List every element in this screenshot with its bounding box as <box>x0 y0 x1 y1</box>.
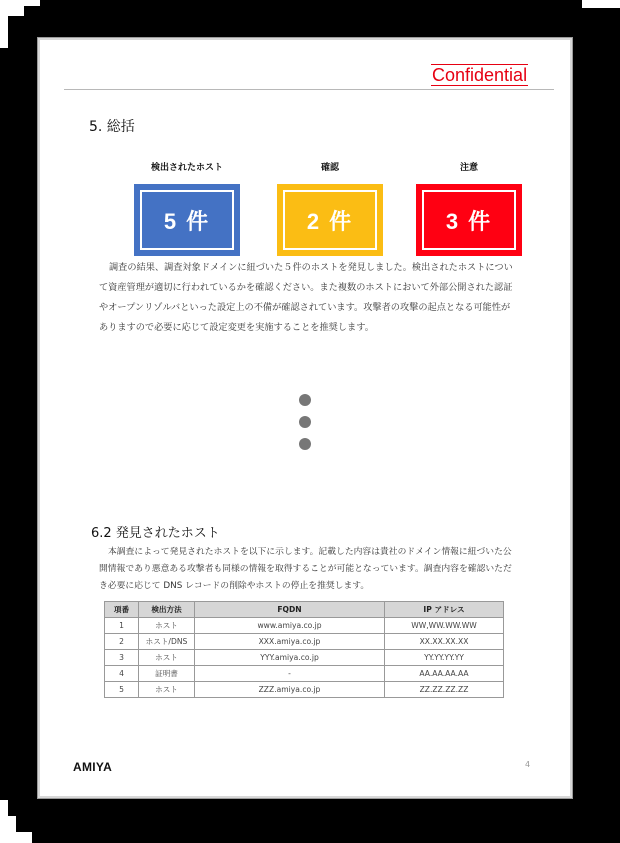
cell-method: ホスト/DNS <box>139 634 195 650</box>
table-row <box>105 666 504 682</box>
col-header-index: 項番 <box>105 602 139 618</box>
cell-fqdn: XXX.amiya.co.jp <box>195 634 385 650</box>
card-value: 3 件 <box>422 190 516 250</box>
document-page <box>37 37 573 799</box>
dot <box>299 416 311 428</box>
cell-method: ホスト <box>139 682 195 698</box>
cell-index: 2 <box>105 634 139 650</box>
col-header-ip: IP アドレス <box>385 602 504 618</box>
cell-ip: AA.AA.AA.AA <box>385 666 504 682</box>
frame-corner <box>0 0 8 48</box>
cell-fqdn: - <box>195 666 385 682</box>
cell-index: 1 <box>105 618 139 634</box>
cell-fqdn: ZZZ.amiya.co.jp <box>195 682 385 698</box>
table-row <box>105 682 504 698</box>
dot <box>299 394 311 406</box>
card-label: 注意 <box>459 163 478 173</box>
summary-card-caution <box>416 161 522 256</box>
section-title-hosts: 6.2 発見されたホスト <box>91 526 220 541</box>
cell-ip: WW,WW.WW.WW <box>385 618 504 634</box>
company-logo: AMIYA <box>73 760 113 774</box>
col-header-fqdn: FQDN <box>195 602 385 618</box>
summary-card-detected <box>134 161 240 256</box>
section-title-summary: 5. 総括 <box>89 119 135 135</box>
col-header-method: 検出方法 <box>139 602 195 618</box>
table-row <box>105 650 504 666</box>
cell-ip: ZZ.ZZ.ZZ.ZZ <box>385 682 504 698</box>
header-divider <box>64 89 554 90</box>
table-header-row <box>105 602 504 618</box>
dot <box>299 438 311 450</box>
confidential-label: Confidential <box>432 65 528 85</box>
cell-method: 証明書 <box>139 666 195 682</box>
summary-card-confirm <box>277 161 383 256</box>
summary-paragraph: 調査の結果、調査対象ドメインに紐づいた５件のホストを発見しました。検出されたホストについて資産管理が適切に行われているかを確認ください。また複数のホストにおいて外部公開された認証やオープンリゾルバといった設定上の不備が確認されています。攻撃者の攻撃の起点となる可能性がありますので必要に応じて設定変更を実施することを推奨します。 <box>99 262 513 333</box>
card-box <box>416 184 522 256</box>
card-value: 5 件 <box>140 190 234 250</box>
table-row <box>105 634 504 650</box>
cell-index: 4 <box>105 666 139 682</box>
cell-index: 3 <box>105 650 139 666</box>
card-box <box>134 184 240 256</box>
hosts-paragraph: 本調査によって発見されたホストを以下に示します。記載した内容は貴社のドメイン情報に紐づいた公開情報であり悪意ある攻撃者も同様の情報を取得することが可能となっています。調査内容を確認いただき必要に応じて DNS レコードの削除やホストの停止を推奨します。 <box>99 547 512 591</box>
vertical-ellipsis-icon <box>299 394 311 460</box>
card-box <box>277 184 383 256</box>
frame-corner <box>0 832 32 843</box>
cell-fqdn: YYY.amiya.co.jp <box>195 650 385 666</box>
card-label: 検出されたホスト <box>150 163 223 173</box>
cell-fqdn: www.amiya.co.jp <box>195 618 385 634</box>
cell-index: 5 <box>105 682 139 698</box>
cell-ip: YY.YY.YY.YY <box>385 650 504 666</box>
frame-corner <box>582 0 620 8</box>
card-label: 確認 <box>320 163 339 173</box>
page-number: 4 <box>525 760 531 769</box>
cell-method: ホスト <box>139 618 195 634</box>
cell-method: ホスト <box>139 650 195 666</box>
table-row <box>105 618 504 634</box>
hosts-table <box>104 601 504 698</box>
cell-ip: XX.XX.XX.XX <box>385 634 504 650</box>
card-value: 2 件 <box>283 190 377 250</box>
